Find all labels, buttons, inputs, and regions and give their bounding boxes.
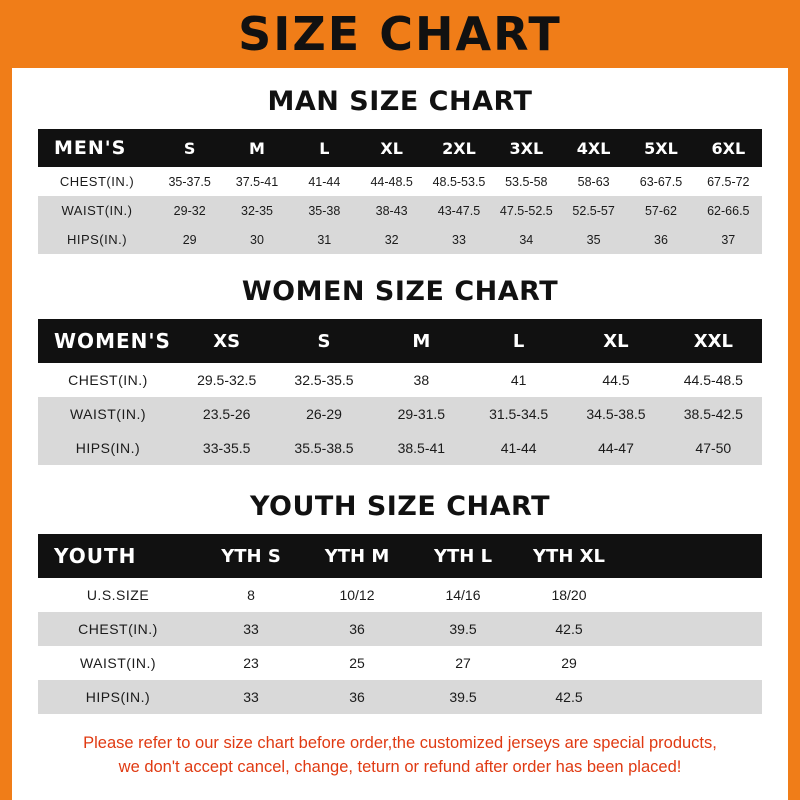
table-cell: 29 (182, 232, 197, 247)
row-label: U.S.SIZE (86, 587, 150, 603)
column-header (622, 534, 762, 578)
column-header: M (249, 138, 265, 158)
column-header: S (317, 330, 331, 352)
table-cell (622, 612, 762, 646)
table-cell (622, 646, 762, 680)
table-cell: 44-47 (598, 440, 634, 456)
table-cell (622, 680, 762, 714)
table-cell: 31.5-34.5 (489, 406, 549, 422)
table-row (38, 578, 762, 612)
table-cell: 32-35 (241, 203, 273, 218)
table-cell: 63-67.5 (639, 174, 683, 189)
man-size-section (38, 86, 762, 254)
table-cell: 23.5-26 (202, 406, 251, 422)
table-cell: 35-38 (308, 203, 341, 218)
table-cell: 34.5-38.5 (586, 406, 646, 422)
table-cell: 41-44 (308, 174, 341, 189)
column-header: XS (213, 330, 241, 352)
table-row (38, 196, 762, 225)
table-cell: 14/16 (445, 587, 481, 603)
table-cell: 67.5-72 (707, 174, 750, 189)
column-header: 5XL (644, 138, 678, 158)
table-cell: 36 (349, 689, 365, 705)
women-section-title: WOMEN SIZE CHART (241, 276, 559, 307)
row-label: CHEST(IN.) (68, 372, 148, 388)
table-cell: 39.5 (449, 689, 477, 705)
column-header: 4XL (576, 138, 611, 158)
table-cell: 37.5-41 (235, 174, 279, 189)
table-cell: 44.5-48.5 (683, 372, 743, 388)
table-cell: 47.5-52.5 (499, 203, 553, 218)
table-cell: 27 (455, 655, 471, 671)
column-header: 3XL (509, 138, 544, 158)
row-label: CHEST(IN.) (59, 174, 135, 189)
table-row (38, 225, 762, 254)
row-label: CHEST(IN.) (78, 621, 158, 637)
table-row (38, 431, 762, 465)
table-row (38, 612, 762, 646)
table-cell: 25 (349, 655, 365, 671)
column-header: MEN'S (54, 137, 127, 159)
table-cell: 33 (243, 621, 259, 637)
table-cell: 32.5-35.5 (294, 372, 354, 388)
table-cell: 58-63 (577, 174, 610, 189)
table-cell: 48.5-53.5 (432, 174, 486, 189)
youth-size-section (38, 491, 762, 714)
table-cell: 44-48.5 (370, 174, 413, 189)
column-header: L (319, 138, 330, 158)
table-cell (622, 578, 762, 612)
table-cell: 35-37.5 (168, 174, 211, 189)
man-section-title: MAN SIZE CHART (267, 86, 533, 117)
table-cell: 57-62 (644, 203, 677, 218)
table-cell: 37 (721, 232, 736, 247)
table-cell: 43-47.5 (437, 203, 481, 218)
table-cell: 33 (243, 689, 259, 705)
table-cell: 62-66.5 (707, 203, 750, 218)
table-row (38, 680, 762, 714)
order-policy-note (38, 732, 762, 780)
table-cell: 35.5-38.5 (294, 440, 354, 456)
women-size-section (38, 276, 762, 465)
table-cell: 32 (384, 232, 399, 247)
page-title: SIZE CHART (238, 7, 562, 61)
table-cell: 42.5 (555, 621, 583, 637)
table-cell: 29 (561, 655, 577, 671)
table-cell: 38.5-41 (397, 440, 446, 456)
chart-content (12, 86, 788, 780)
column-header: YTH XL (533, 545, 605, 567)
row-label: WAIST(IN.) (61, 203, 133, 218)
note-line-2: we don't accept cancel, change, teturn or refund after order has been placed! (118, 757, 682, 776)
row-label: HIPS(IN.) (85, 689, 151, 705)
note-line-1: Please refer to our size chart before order,the customized jerseys are special products, (83, 734, 717, 752)
table-header-row (38, 319, 762, 363)
table-cell: 34 (519, 232, 534, 247)
table-cell: 38.5-42.5 (683, 406, 743, 422)
column-header: XL (380, 138, 403, 158)
table-cell: 41 (510, 372, 527, 388)
youth-section-title: YOUTH SIZE CHART (249, 491, 551, 522)
column-header: WOMEN'S (54, 329, 171, 353)
column-header: XL (603, 330, 629, 352)
column-header: 6XL (711, 138, 746, 158)
table-cell: 41-44 (500, 440, 537, 456)
table-row (38, 646, 762, 680)
table-cell: 30 (250, 232, 264, 247)
row-label: WAIST(IN.) (69, 406, 147, 422)
table-cell: 42.5 (555, 689, 583, 705)
column-header: 2XL (442, 138, 476, 158)
row-label: WAIST(IN.) (79, 655, 157, 671)
table-cell: 29-31.5 (397, 406, 446, 422)
table-cell: 18/20 (551, 587, 587, 603)
table-cell: 29-32 (173, 203, 206, 218)
table-cell: 10/12 (339, 587, 375, 603)
youth-size-table (38, 534, 762, 714)
table-cell: 36 (654, 232, 668, 247)
table-row (38, 363, 762, 397)
table-cell: 26-29 (306, 406, 342, 422)
table-cell: 31 (317, 232, 332, 247)
column-header: M (412, 330, 431, 352)
table-cell: 33 (452, 232, 466, 247)
row-label: HIPS(IN.) (66, 232, 128, 247)
table-row (38, 167, 762, 196)
column-header: YOUTH (54, 544, 137, 568)
column-header: XXL (693, 330, 733, 352)
table-cell: 29.5-32.5 (197, 372, 257, 388)
table-row (38, 397, 762, 431)
table-cell: 53.5-58 (505, 174, 548, 189)
man-size-table (38, 129, 762, 254)
table-cell: 44.5 (602, 372, 630, 388)
row-label: HIPS(IN.) (75, 440, 141, 456)
column-header: L (512, 330, 525, 352)
table-header-row (38, 534, 762, 578)
page-banner (12, 0, 788, 68)
table-cell: 52.5-57 (572, 203, 615, 218)
table-cell: 23 (243, 655, 259, 671)
women-size-table (38, 319, 762, 465)
table-cell: 35 (586, 232, 601, 247)
column-header: YTH S (221, 545, 281, 567)
table-cell: 33-35.5 (202, 440, 251, 456)
column-header: YTH L (433, 545, 493, 567)
table-cell: 39.5 (449, 621, 477, 637)
table-cell: 36 (349, 621, 365, 637)
column-header: S (183, 138, 196, 158)
table-cell: 38 (413, 372, 430, 388)
column-header: YTH M (324, 545, 390, 567)
table-cell: 38-43 (375, 203, 408, 218)
table-cell: 47-50 (695, 440, 732, 456)
table-header-row (38, 129, 762, 167)
table-cell: 8 (247, 587, 255, 603)
